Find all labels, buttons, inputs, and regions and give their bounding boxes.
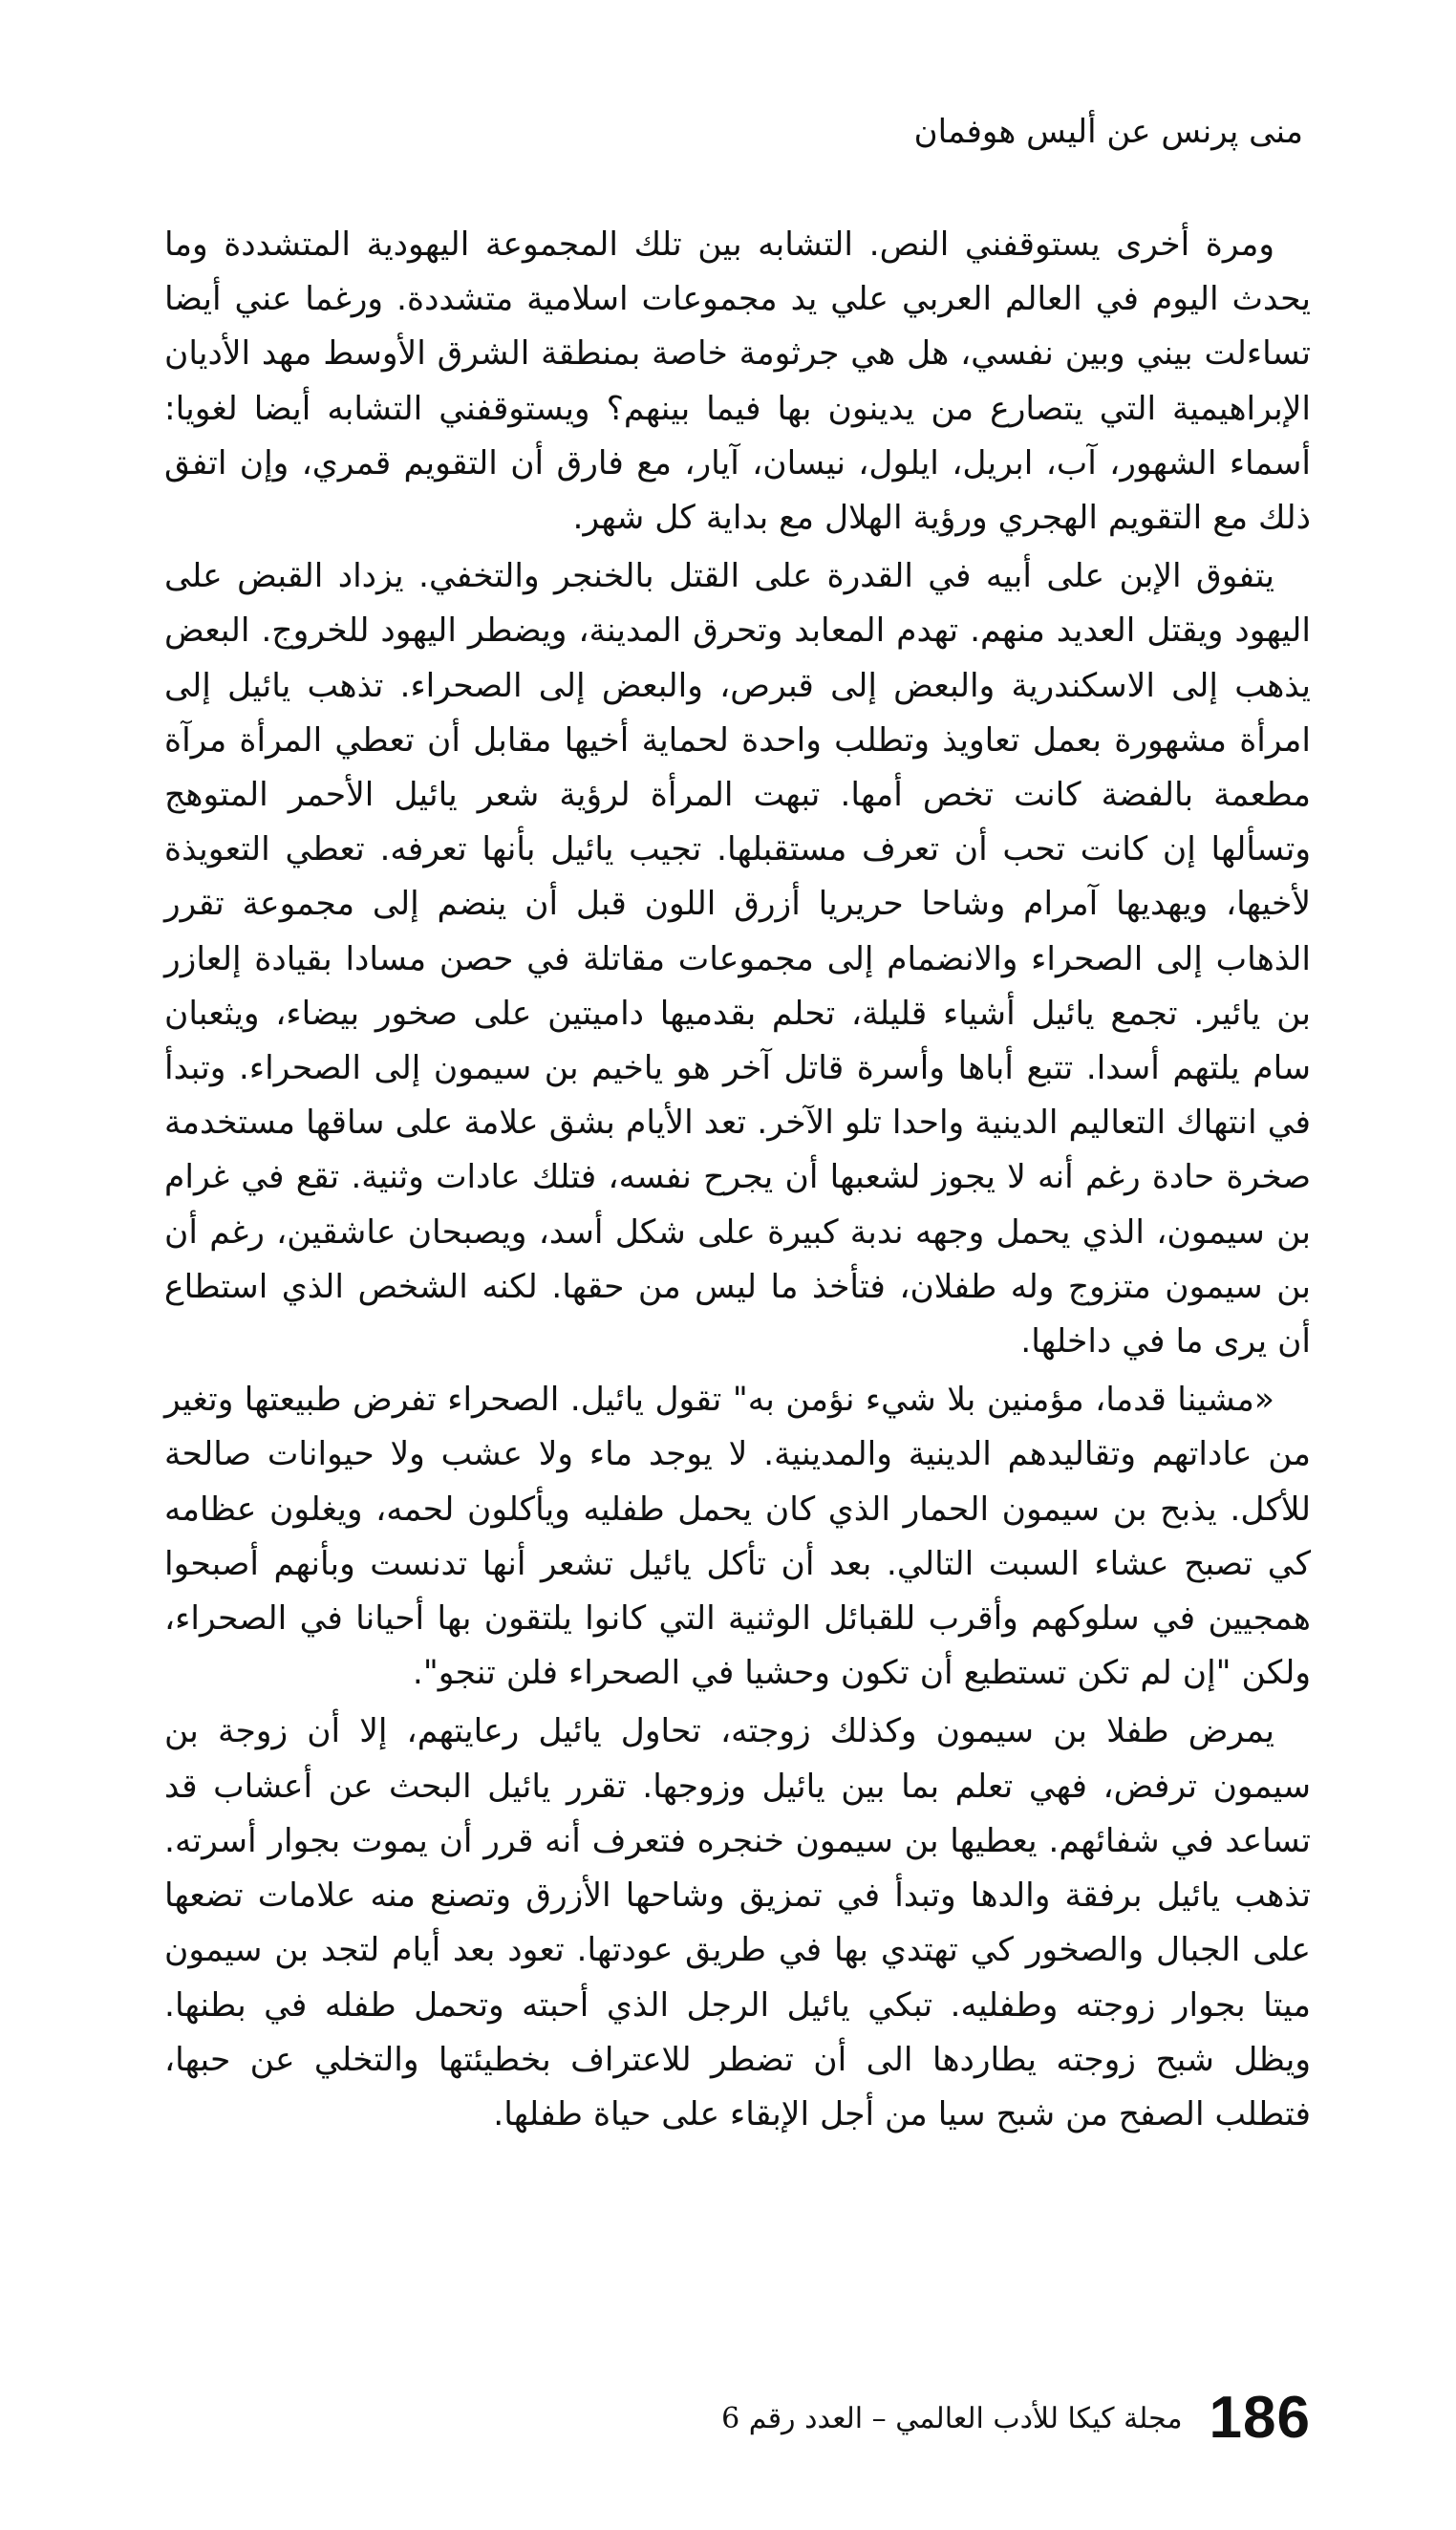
running-header-title: منى پرنس عن أليس هوفمان	[913, 113, 1303, 151]
page-footer	[721, 2385, 1311, 2451]
article-body	[164, 218, 1311, 2146]
page-number: 186	[1209, 2385, 1311, 2451]
body-paragraph-1: ومرة أخرى يستوقفني النص. التشابه بين تلك المجموعة اليهودية المتشددة وما يحدث اليوم في العالم العربي علي يد مجموعات اسلامية متشددة. ورغما عني أيضا تساءلت بيني وبين نفسي، هل هي جرثومة خاصة بمنطقة الشرق الأوسط مهد الأديان الإبراهيمية التي يتصارع من يدينون بها فيما بينهم؟ ويستوقفني التشابه أيضا لغويا: أسماء الشهور، آب، ابريل، ايلول، نيسان، آيار، مع فارق أن التقويم قمري، وإن اتفق ذلك مع التقويم الهجري ورؤية الهلال مع بداية كل شهر.	[164, 225, 1311, 538]
journal-name: مجلة كيكا للأدب العالمي – العدد رقم 6	[721, 2401, 1183, 2435]
body-paragraph-3: «مشينا قدما، مؤمنين بلا شيء نؤمن به" تقول يائيل. الصحراء تفرض طبيعتها وتغير من عاداتهم وتقاليدهم الدينية والمدينية. لا يوجد ماء ولا عشب ولا حيوانات صالحة للأكل. يذبح بن سيمون الحمار الذي كان يحمل طفليه ويأكلون لحمه، ويغلون عظامه كي تصبح عشاء السبت التالي. بعد أن تأكل يائيل تشعر أنها تدنست وبأنهم أصبحوا همجيين في سلوكهم وأقرب للقبائل الوثنية التي كانوا يلتقون بها أحيانا في الصحراء، ولكن "إن لم تكن تستطيع أن تكون وحشيا في الصحراء فلن تنجو".	[164, 1381, 1311, 1693]
body-paragraph-2: يتفوق الإبن على أبيه في القدرة على القتل بالخنجر والتخفي. يزداد القبض على اليهود ويقتل العديد منهم. تهدم المعابد وتحرق المدينة، ويضطر اليهود للخروج. البعض يذهب إلى الاسكندرية والبعض إلى قبرص، والبعض إلى الصحراء. تذهب يائيل إلى امرأة مشهورة بعمل تعاويذ وتطلب واحدة لحماية أخيها مقابل أن تعطي المرأة مرآة مطعمة بالفضة كانت تخص أمها. تبهت المرأة لرؤية شعر يائيل الأحمر المتوهج وتسألها إن كانت تحب أن تعرف مستقبلها. تجيب يائيل بأنها تعرفه. تعطي التعويذة لأخيها، ويهديها آمرام وشاحا حريريا أزرق اللون قبل أن ينضم إلى مجموعة تقرر الذهاب إلى الصحراء والانضمام إلى مجموعات مقاتلة في حصن مسادا بقيادة إلعازر بن يائير. تجمع يائيل أشياء قليلة، تحلم بقدميها داميتين على صخور بيضاء، ويثعبان سام يلتهم أسدا. تتبع أباها وأسرة قاتل آخر هو ياخيم بن سيمون إلى الصحراء. وتبدأ في انتهاك التعاليم الدينية واحدا تلو الآخر. تعد الأيام بشق علامة على ساقها مستخدمة صخرة حادة رغم أنه لا يجوز لشعبها أن يجرح نفسه، فتلك عادات وثنية. تقع في غرام بن سيمون، الذي يحمل وجهه ندبة كبيرة على شكل أسد، ويصبحان عاشقين، رغم أن بن سيمون متزوج وله طفلان، فتأخذ ما ليس من حقها. لكنه الشخص الذي استطاع أن يرى ما في داخلها.	[164, 557, 1311, 1361]
body-paragraph-4: يمرض طفلا بن سيمون وكذلك زوجته، تحاول يائيل رعايتهم، إلا أن زوجة بن سيمون ترفض، فهي تعلم بما بين يائيل وزوجها. تقرر يائيل البحث عن أعشاب قد تساعد في شفائهم. يعطيها بن سيمون خنجره فتعرف أنه قرر أن يموت بجوار أسرته. تذهب يائيل برفقة والدها وتبدأ في تمزيق وشاحها الأزرق وتصنع منه علامات تضعها على الجبال والصخور كي تهتدي بها في طريق عودتها. تعود بعد أيام لتجد بن سيمون ميتا بجوار زوجته وطفليه. تبكي يائيل الرجل الذي أحبته وتحمل طفله في بطنها. ويظل شبح زوجته يطاردها الى أن تضطر للاعتراف بخطيئتها والتخلي عن حبها، فتطلب الصفح من شبح سيا من أجل الإبقاء على حياة طفلها.	[164, 1712, 1311, 2133]
